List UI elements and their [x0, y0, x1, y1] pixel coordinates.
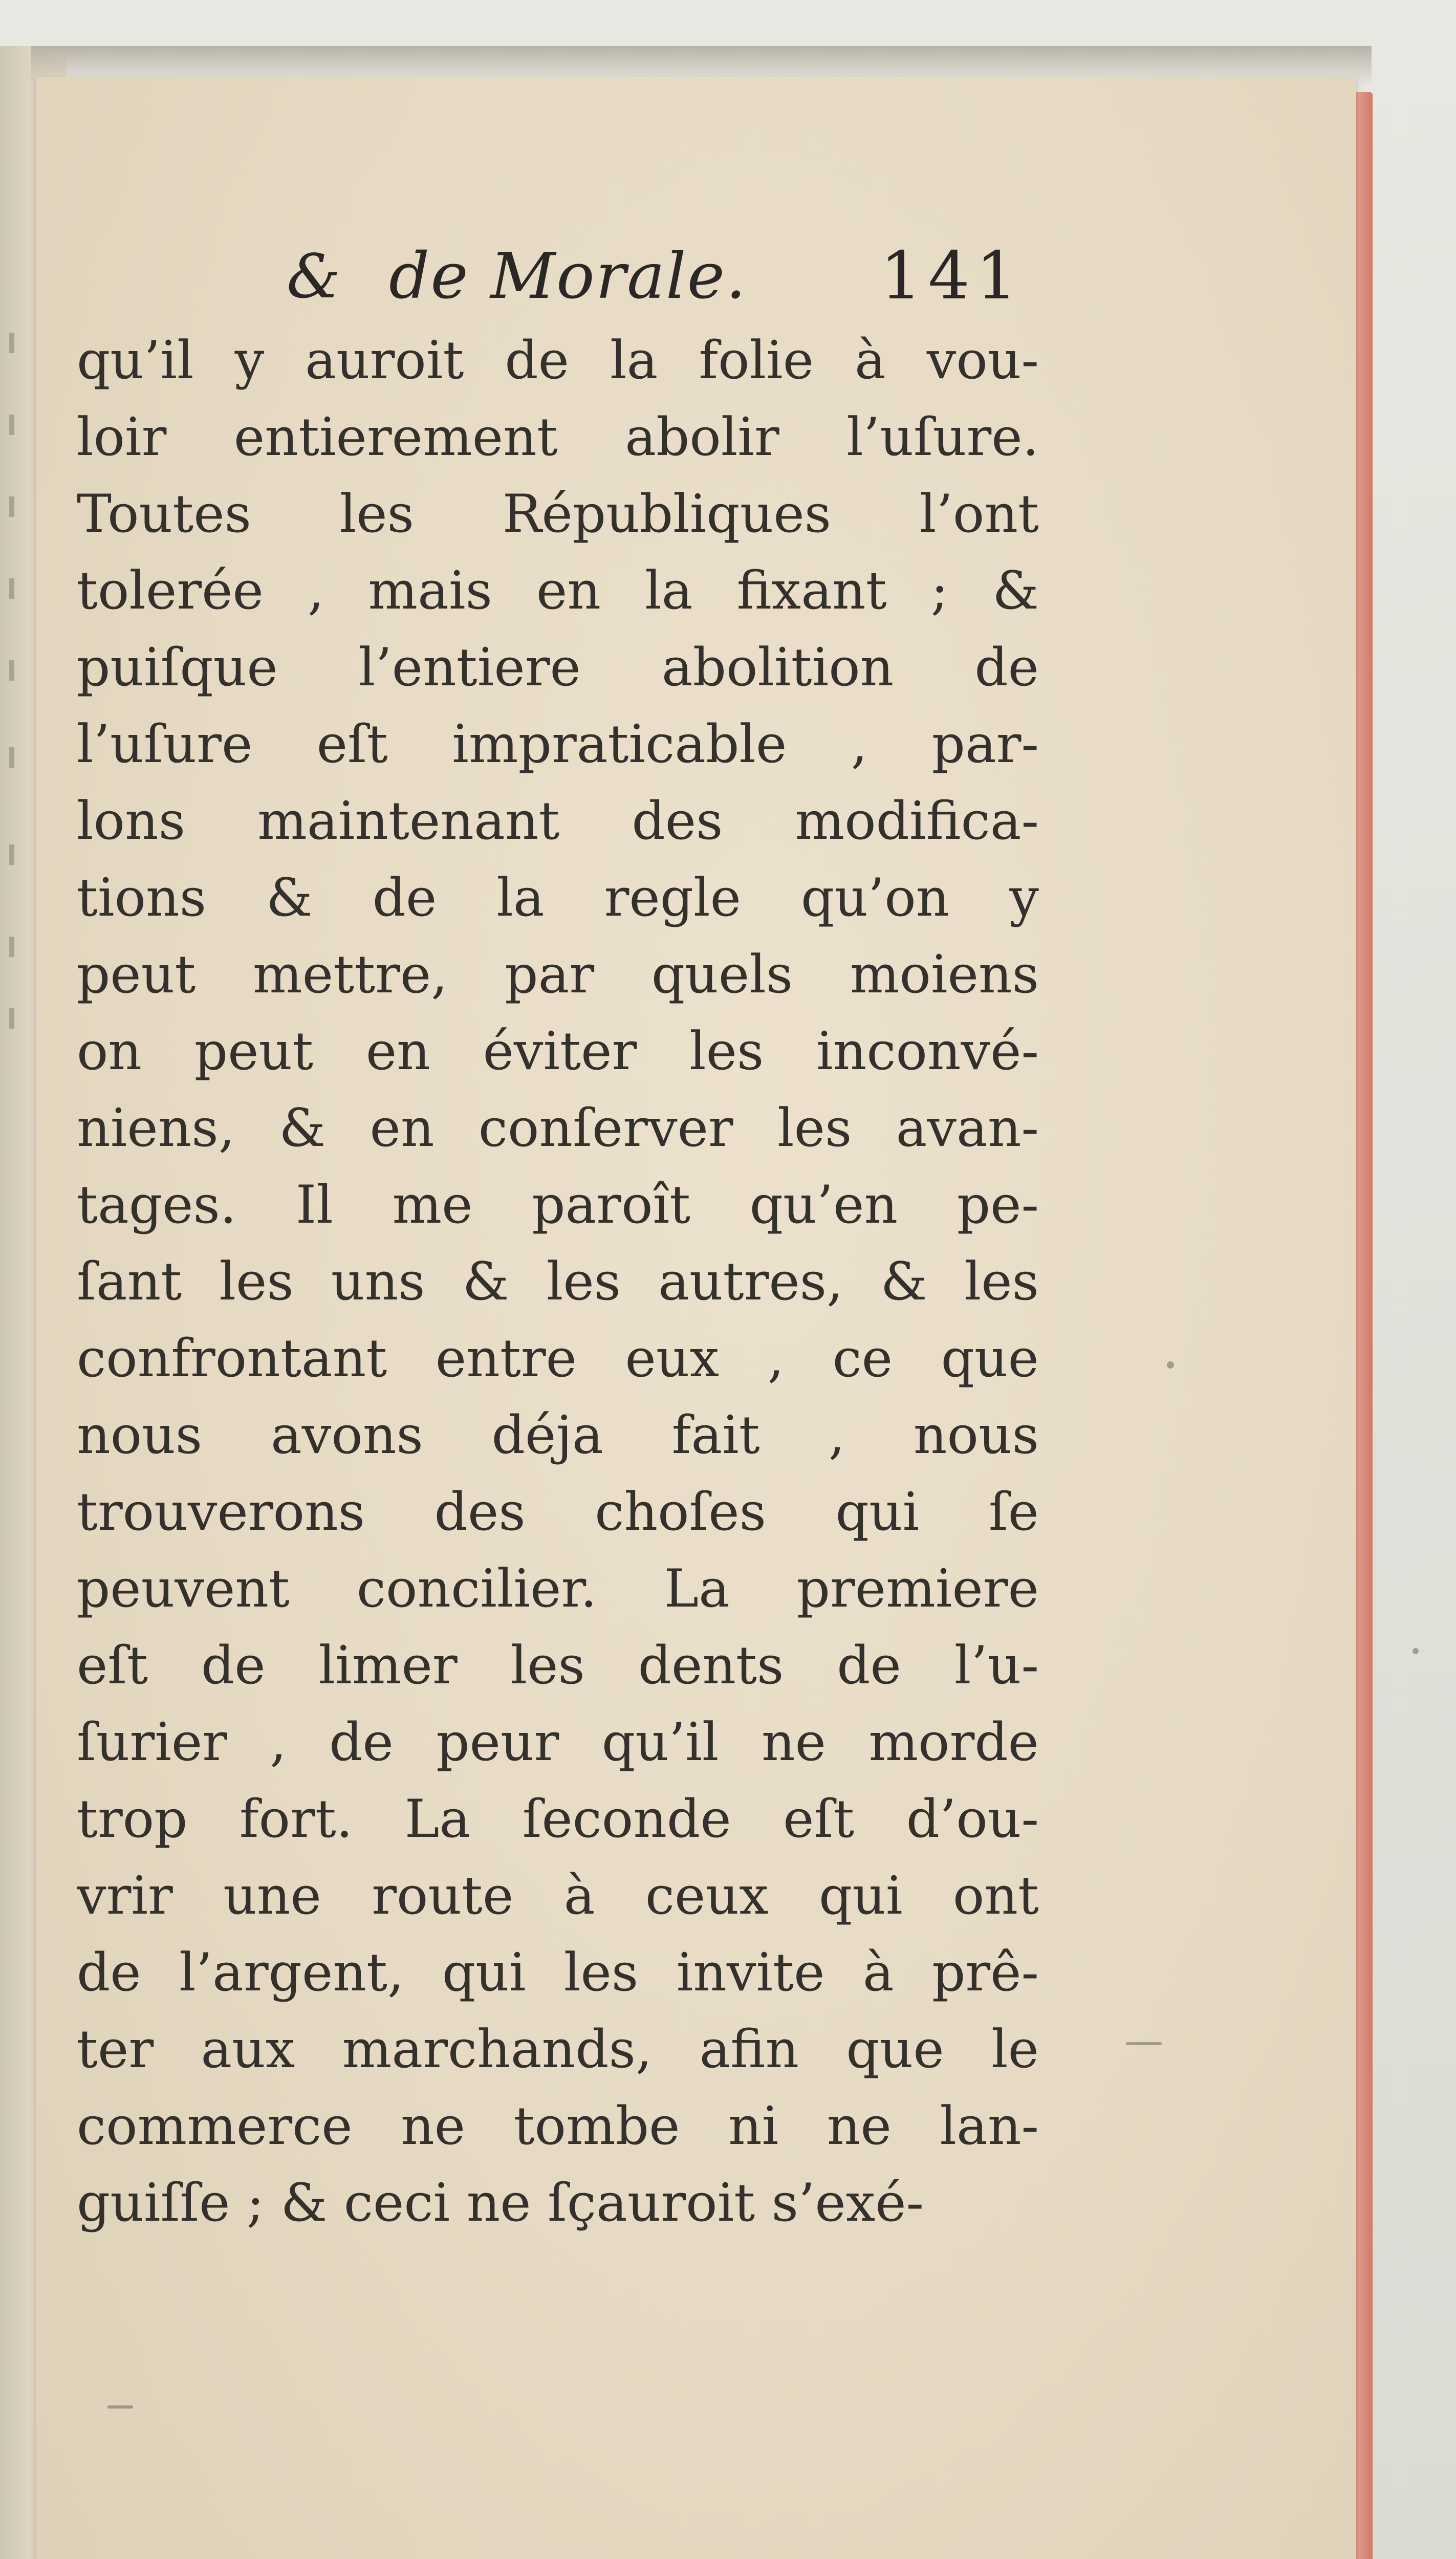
text-line: Toutes les Républiques l’ont	[77, 484, 1039, 545]
show-through-mark	[9, 578, 14, 599]
running-title: de Morale.	[389, 240, 747, 313]
paper-speck	[1412, 1648, 1419, 1654]
text-line: de l’argent, qui les invite à prê-	[77, 1942, 1039, 2003]
text-line: trouverons des choſes qui ſe	[77, 1482, 1039, 1543]
show-through-mark	[9, 333, 14, 353]
text-line: tions & de la regle qu’on y	[77, 868, 1039, 928]
text-line: puiſque l’entiere abolition de	[77, 637, 1039, 698]
show-through-mark	[9, 937, 14, 957]
show-through-mark	[9, 1008, 14, 1029]
text-line: commerce ne tombe ni ne lan-	[77, 2096, 1039, 2157]
text-line: peuvent concilier. La premiere	[77, 1558, 1039, 1619]
text-line: on peut en éviter les inconvé-	[77, 1021, 1039, 1082]
text-line: tages. Il me paroît qu’en pe-	[77, 1175, 1039, 1235]
text-line: l’uſure eſt impraticable , par-	[77, 714, 1039, 775]
text-line: eſt de limer les dents de l’u-	[77, 1635, 1039, 1696]
paper-speck	[1126, 2042, 1162, 2045]
paper-speck	[1167, 1361, 1174, 1369]
text-line: peut mettre, par quels moiens	[77, 944, 1039, 1005]
show-through-mark	[9, 747, 14, 768]
text-line: niens, & en conſerver les avan-	[77, 1098, 1039, 1159]
text-line: confrontant entre eux , ce que	[77, 1328, 1039, 1389]
text-line: vrir une route à ceux qui ont	[77, 1866, 1039, 1926]
text-line: ter aux marchands, afin que le	[77, 2019, 1039, 2080]
text-line: qu’il y auroit de la folie à vou-	[77, 330, 1039, 391]
page-number: 141	[880, 238, 1024, 314]
text-line: ſant les uns & les autres, & les	[77, 1251, 1039, 1312]
show-through-mark	[9, 660, 14, 681]
text-line: lons maintenant des modifica-	[77, 791, 1039, 852]
text-line: trop fort. La ſeconde eſt d’ou-	[77, 1789, 1039, 1850]
text-line: tolerée , mais en la fixant ; &	[77, 560, 1039, 621]
ampersand-ornament: &	[287, 241, 341, 312]
text-line: loir entierement abolir l’uſure.	[77, 407, 1039, 468]
text-line: guiſſe ; & ceci ne ſçauroit s’exé-	[77, 2173, 924, 2233]
body-text	[77, 322, 1039, 2242]
show-through-mark	[9, 844, 14, 865]
running-head	[287, 230, 1029, 322]
text-line: ſurier , de peur qu’il ne morde	[77, 1712, 1039, 1773]
paper-speck	[107, 2405, 133, 2409]
text-line: nous avons déja fait , nous	[77, 1405, 1039, 1466]
show-through-mark	[9, 496, 14, 517]
show-through-mark	[9, 415, 14, 435]
